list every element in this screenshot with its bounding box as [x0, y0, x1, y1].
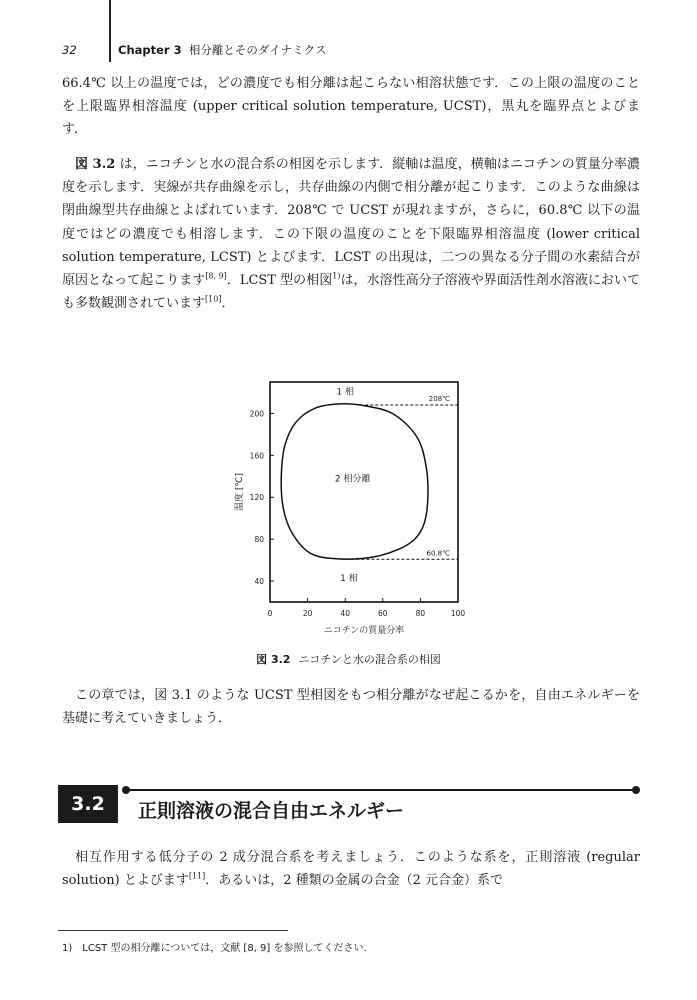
y-axis-label: 温度 [℃]: [235, 473, 245, 511]
footnote-text: LCST 型の相分離については，文献 [8, 9] を参照してください．: [82, 943, 374, 954]
citation: [11]: [188, 871, 206, 881]
section-number: 3.2: [58, 785, 118, 823]
page-header: [62, 42, 327, 58]
x-tick-label: 80: [415, 609, 426, 618]
paragraph-1: 66.4℃ 以上の温度では，どの濃度でも相分離は起こらない相溶状態です．この上限の温度のことを上限臨界相溶温度 (upper critical solution temperature, UCST)，黒丸を臨界点とよびます．: [62, 76, 640, 138]
figure-caption-text: ニコチンと水の混合系の相図: [298, 653, 441, 666]
chapter-label: Chapter 3: [118, 43, 182, 57]
paragraph-2-text-2: ．LCST 型の相図: [226, 273, 333, 289]
y-tick-label: 120: [249, 493, 264, 503]
x-axis-label: ニコチンの質量分率: [323, 626, 405, 636]
paragraph-4-text-2: ．あるいは，2 種類の金属の合金（2 元合金）系で: [205, 873, 504, 889]
paragraph-4-text: 相互作用する低分子の 2 成分混合系を考えましょう．このような系を，正則溶液 (regular solution) とよびます: [62, 850, 640, 889]
citation: [10]: [205, 294, 222, 304]
section-heading: [58, 785, 640, 823]
y-tick-label: 200: [249, 409, 264, 419]
figure-ref: 図 3.2: [75, 157, 116, 172]
figure-caption: [0, 651, 697, 667]
footnote-marker: 1): [62, 943, 73, 954]
region-label: 1 相: [340, 574, 358, 585]
section-rule-dot-left: [122, 786, 130, 794]
plot-frame: [270, 382, 458, 602]
paragraph-2-text: は，ニコチンと水の混合系の相図を示します．縦軸は温度，横軸はニコチンの質量分率濃度を示します．実線が共存曲線を示し，共存曲線の内側で相分離が起こります．このような曲線は閉曲線型共存曲線とよばれています．208℃ で UCST が現れますが，さらに，60.8℃ 以下の温度ではどの濃度でも相溶します．この下限の温度のことを下限臨界相溶温度 (lower critical solution temperature, LCST) とよびます．LCST の出現は，二つの異なる分子間の水素結合が原因となって起こります: [62, 157, 640, 289]
footnote: [62, 939, 374, 954]
section-rule-dot-right: [632, 786, 640, 794]
section-title: 正則溶液の混合自由エネルギー: [138, 800, 405, 822]
section-rule: [124, 789, 638, 791]
paragraph-2-end: ．: [221, 296, 235, 312]
figure-caption-number: 図 3.2: [256, 653, 291, 666]
paragraph-4: [62, 846, 640, 892]
y-tick-label: 40: [254, 577, 264, 587]
citation: [8, 9]: [205, 271, 227, 281]
y-tick-label: 80: [254, 535, 264, 545]
footnote-rule: [58, 930, 288, 931]
x-tick-label: 100: [450, 609, 466, 618]
x-tick-label: 60: [378, 609, 388, 618]
footnote-ref: 1): [332, 271, 341, 281]
x-tick-label: 20: [302, 609, 313, 618]
phase-diagram: [228, 370, 488, 645]
region-label: 1 相: [336, 387, 354, 398]
page-number: 32: [62, 43, 77, 57]
x-tick-label: 0: [267, 609, 273, 618]
paragraph-3: この章では，図 3.1 のような UCST 型相図をもつ相分離がなぜ起こるかを，自由エネルギーを基礎に考えていきましょう．: [62, 688, 640, 727]
critical-temperature-label: 208℃: [428, 395, 450, 404]
y-tick-label: 160: [249, 451, 264, 461]
paragraph-2: [62, 153, 640, 315]
chapter-title: 相分離とそのダイナミクス: [188, 43, 327, 57]
x-tick-label: 40: [340, 609, 350, 618]
region-label: 2 相分離: [334, 474, 371, 485]
critical-temperature-label: 60.8℃: [426, 549, 450, 558]
paragraph-2-text-3: は，水溶性高分子溶液や界面活性剤水溶液においても多数観測されています: [62, 273, 640, 312]
